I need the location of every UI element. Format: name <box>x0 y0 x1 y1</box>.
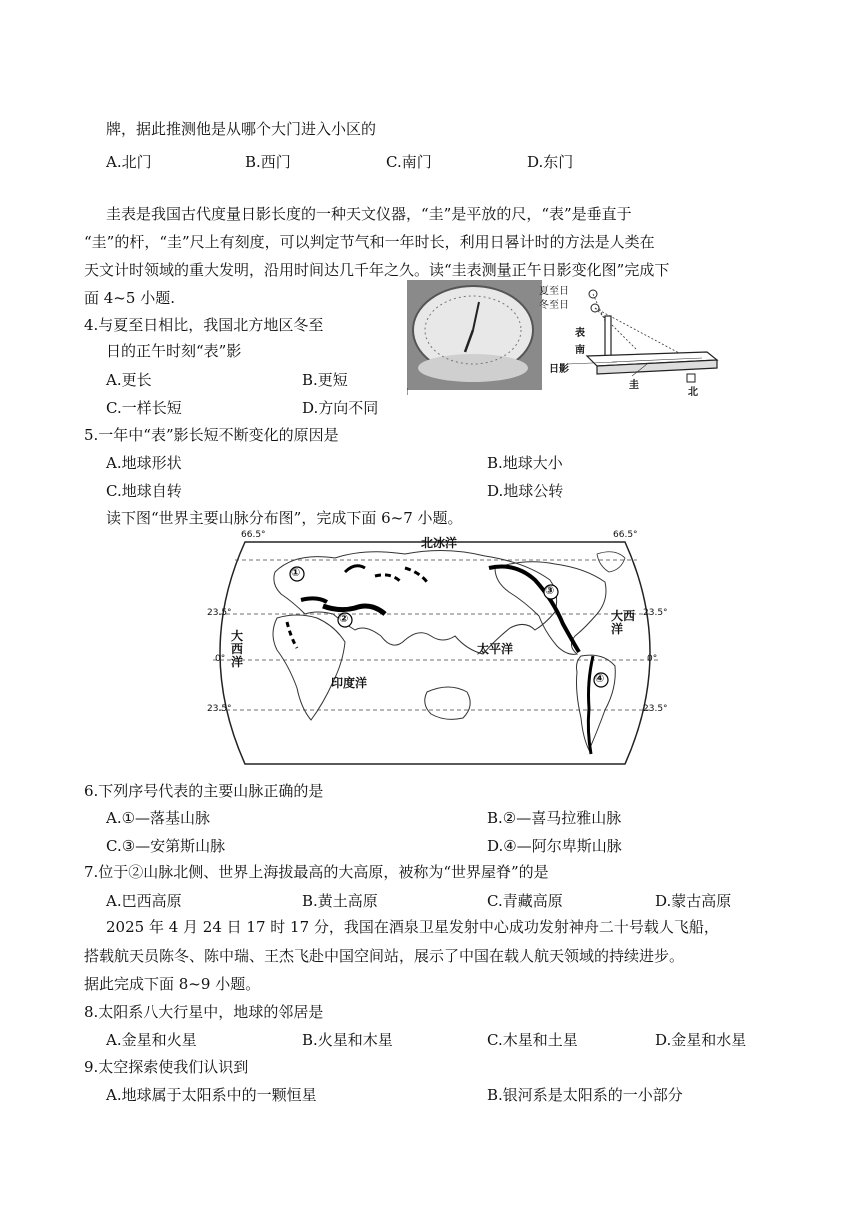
label-winter-solstice: 冬至日 <box>539 300 569 311</box>
passage1-line-4: 面 4~5 小题. <box>84 289 175 307</box>
q4-stem-line-2: 日的正午时刻“表”影 <box>106 342 242 360</box>
label-pacific-ocean: 太平洋 <box>477 642 514 656</box>
q4-option-b: B.更短 <box>302 371 348 389</box>
q8-option-b: B.火星和木星 <box>302 1031 393 1049</box>
q5-option-b: B.地球大小 <box>487 454 563 472</box>
label-summer-solstice: 夏至日 <box>539 286 569 297</box>
q8-option-a: A.金星和火星 <box>106 1031 197 1049</box>
q6-option-a: A.①—落基山脉 <box>106 809 211 827</box>
lat-label-right-23n: 23.5° <box>643 608 668 618</box>
label-gui: 圭 <box>629 380 639 391</box>
passage1-line-2: “圭”的杆，“圭”尺上有刻度，可以判定节气和一年时长，利用日晷计时的方法是人类在 <box>84 233 655 251</box>
lat-label-right-0: 0° <box>647 654 658 664</box>
q5-option-c: C.地球自转 <box>106 482 182 500</box>
lat-label-left-0: 0° <box>215 654 226 664</box>
lat-label-right-23s: 23.5° <box>643 704 668 714</box>
passage1-line-1: 圭表是我国古代度量日影长度的一种天文仪器，“圭”是平放的尺，“表”是垂直于 <box>106 205 632 223</box>
label-south: 南 <box>575 345 585 356</box>
q6-option-c: C.③—安第斯山脉 <box>106 837 226 855</box>
marker-3: ③ <box>545 584 555 597</box>
sundial-base <box>418 354 528 382</box>
q4-option-d: D.方向不同 <box>302 399 379 417</box>
q3-option-a: A.北门 <box>106 153 152 171</box>
passage1-line-3: 天文计时领域的重大发明，沿用时间达几千年之久。读“圭表测量正午日影变化图”完成下 <box>84 261 670 279</box>
world-map-svg <box>205 532 667 772</box>
q8-option-d: D.金星和水星 <box>655 1031 747 1049</box>
label-arctic-ocean: 北冰洋 <box>421 536 458 550</box>
lat-label-left-23s: 23.5° <box>207 704 232 714</box>
q5-option-a: A.地球形状 <box>106 454 182 472</box>
passage3-line-3: 据此完成下面 8~9 小题。 <box>84 975 261 993</box>
passage3-line-2: 搭载航天员陈冬、陈中瑞、王杰飞赴中国空间站，展示了中国在载人航天领域的持续进步。 <box>84 947 685 965</box>
q9-stem: 9.太空探索使我们认识到 <box>84 1058 249 1076</box>
q3-option-b: B.西门 <box>245 153 291 171</box>
marker-2: ② <box>339 612 349 625</box>
label-north: 北 <box>688 387 698 398</box>
label-biao: 表 <box>575 328 585 339</box>
label-shadow: 日影 <box>549 364 569 375</box>
q7-option-d: D.蒙古高原 <box>655 892 732 910</box>
lat-label-right-66: 66.5° <box>613 530 638 540</box>
q6-stem: 6.下列序号代表的主要山脉正确的是 <box>84 782 324 800</box>
label-atlantic-right: 大西洋 <box>611 609 636 636</box>
q7-stem: 7.位于②山脉北侧、世界上海拔最高的大高原，被称为“世界屋脊”的是 <box>84 863 549 881</box>
marker-1: ① <box>291 566 301 579</box>
label-indian-ocean: 印度洋 <box>331 676 368 690</box>
lat-label-left-23n: 23.5° <box>207 608 232 618</box>
lat-label-left-66: 66.5° <box>241 530 266 540</box>
q3-option-c: C.南门 <box>386 153 432 171</box>
q5-option-d: D.地球公转 <box>487 482 564 500</box>
q3-option-d: D.东门 <box>527 153 574 171</box>
gnomon-figure-svg <box>407 280 737 395</box>
passage2-line: 读下图“世界主要山脉分布图”，完成下面 6~7 小题。 <box>106 509 463 527</box>
q8-stem: 8.太阳系八大行星中，地球的邻居是 <box>84 1003 324 1021</box>
q4-option-c: C.一样长短 <box>106 399 182 417</box>
q6-option-d: D.④—阿尔卑斯山脉 <box>487 837 622 855</box>
biao-post <box>605 316 611 356</box>
q9-option-b: B.银河系是太阳系的一小部分 <box>487 1086 683 1104</box>
q7-option-c: C.青藏高原 <box>487 892 563 910</box>
q7-option-a: A.巴西高原 <box>106 892 182 910</box>
gnomon-figure <box>407 280 737 398</box>
passage3-line-1: 2025 年 4 月 24 日 17 时 17 分，我国在酒泉卫星发射中心成功发射神舟二十号载人飞船， <box>106 918 719 936</box>
q4-stem-line-1: 4.与夏至日相比，我国北方地区冬至 <box>84 316 324 334</box>
label-atlantic-left: 大西洋 <box>231 629 244 669</box>
q4-option-a: A.更长 <box>106 371 152 389</box>
q3-stem-tail: 牌，据此推测他是从哪个大门进入小区的 <box>106 120 377 138</box>
q5-stem: 5.一年中“表”影长短不断变化的原因是 <box>84 426 339 444</box>
world-mountain-map <box>205 532 667 772</box>
q9-option-a: A.地球属于太阳系中的一颗恒星 <box>106 1086 317 1104</box>
q7-option-b: B.黄土高原 <box>302 892 378 910</box>
q8-option-c: C.木星和土星 <box>487 1031 578 1049</box>
marker-4: ④ <box>595 672 605 685</box>
q6-option-b: B.②—喜马拉雅山脉 <box>487 809 622 827</box>
map-frame <box>220 542 650 764</box>
